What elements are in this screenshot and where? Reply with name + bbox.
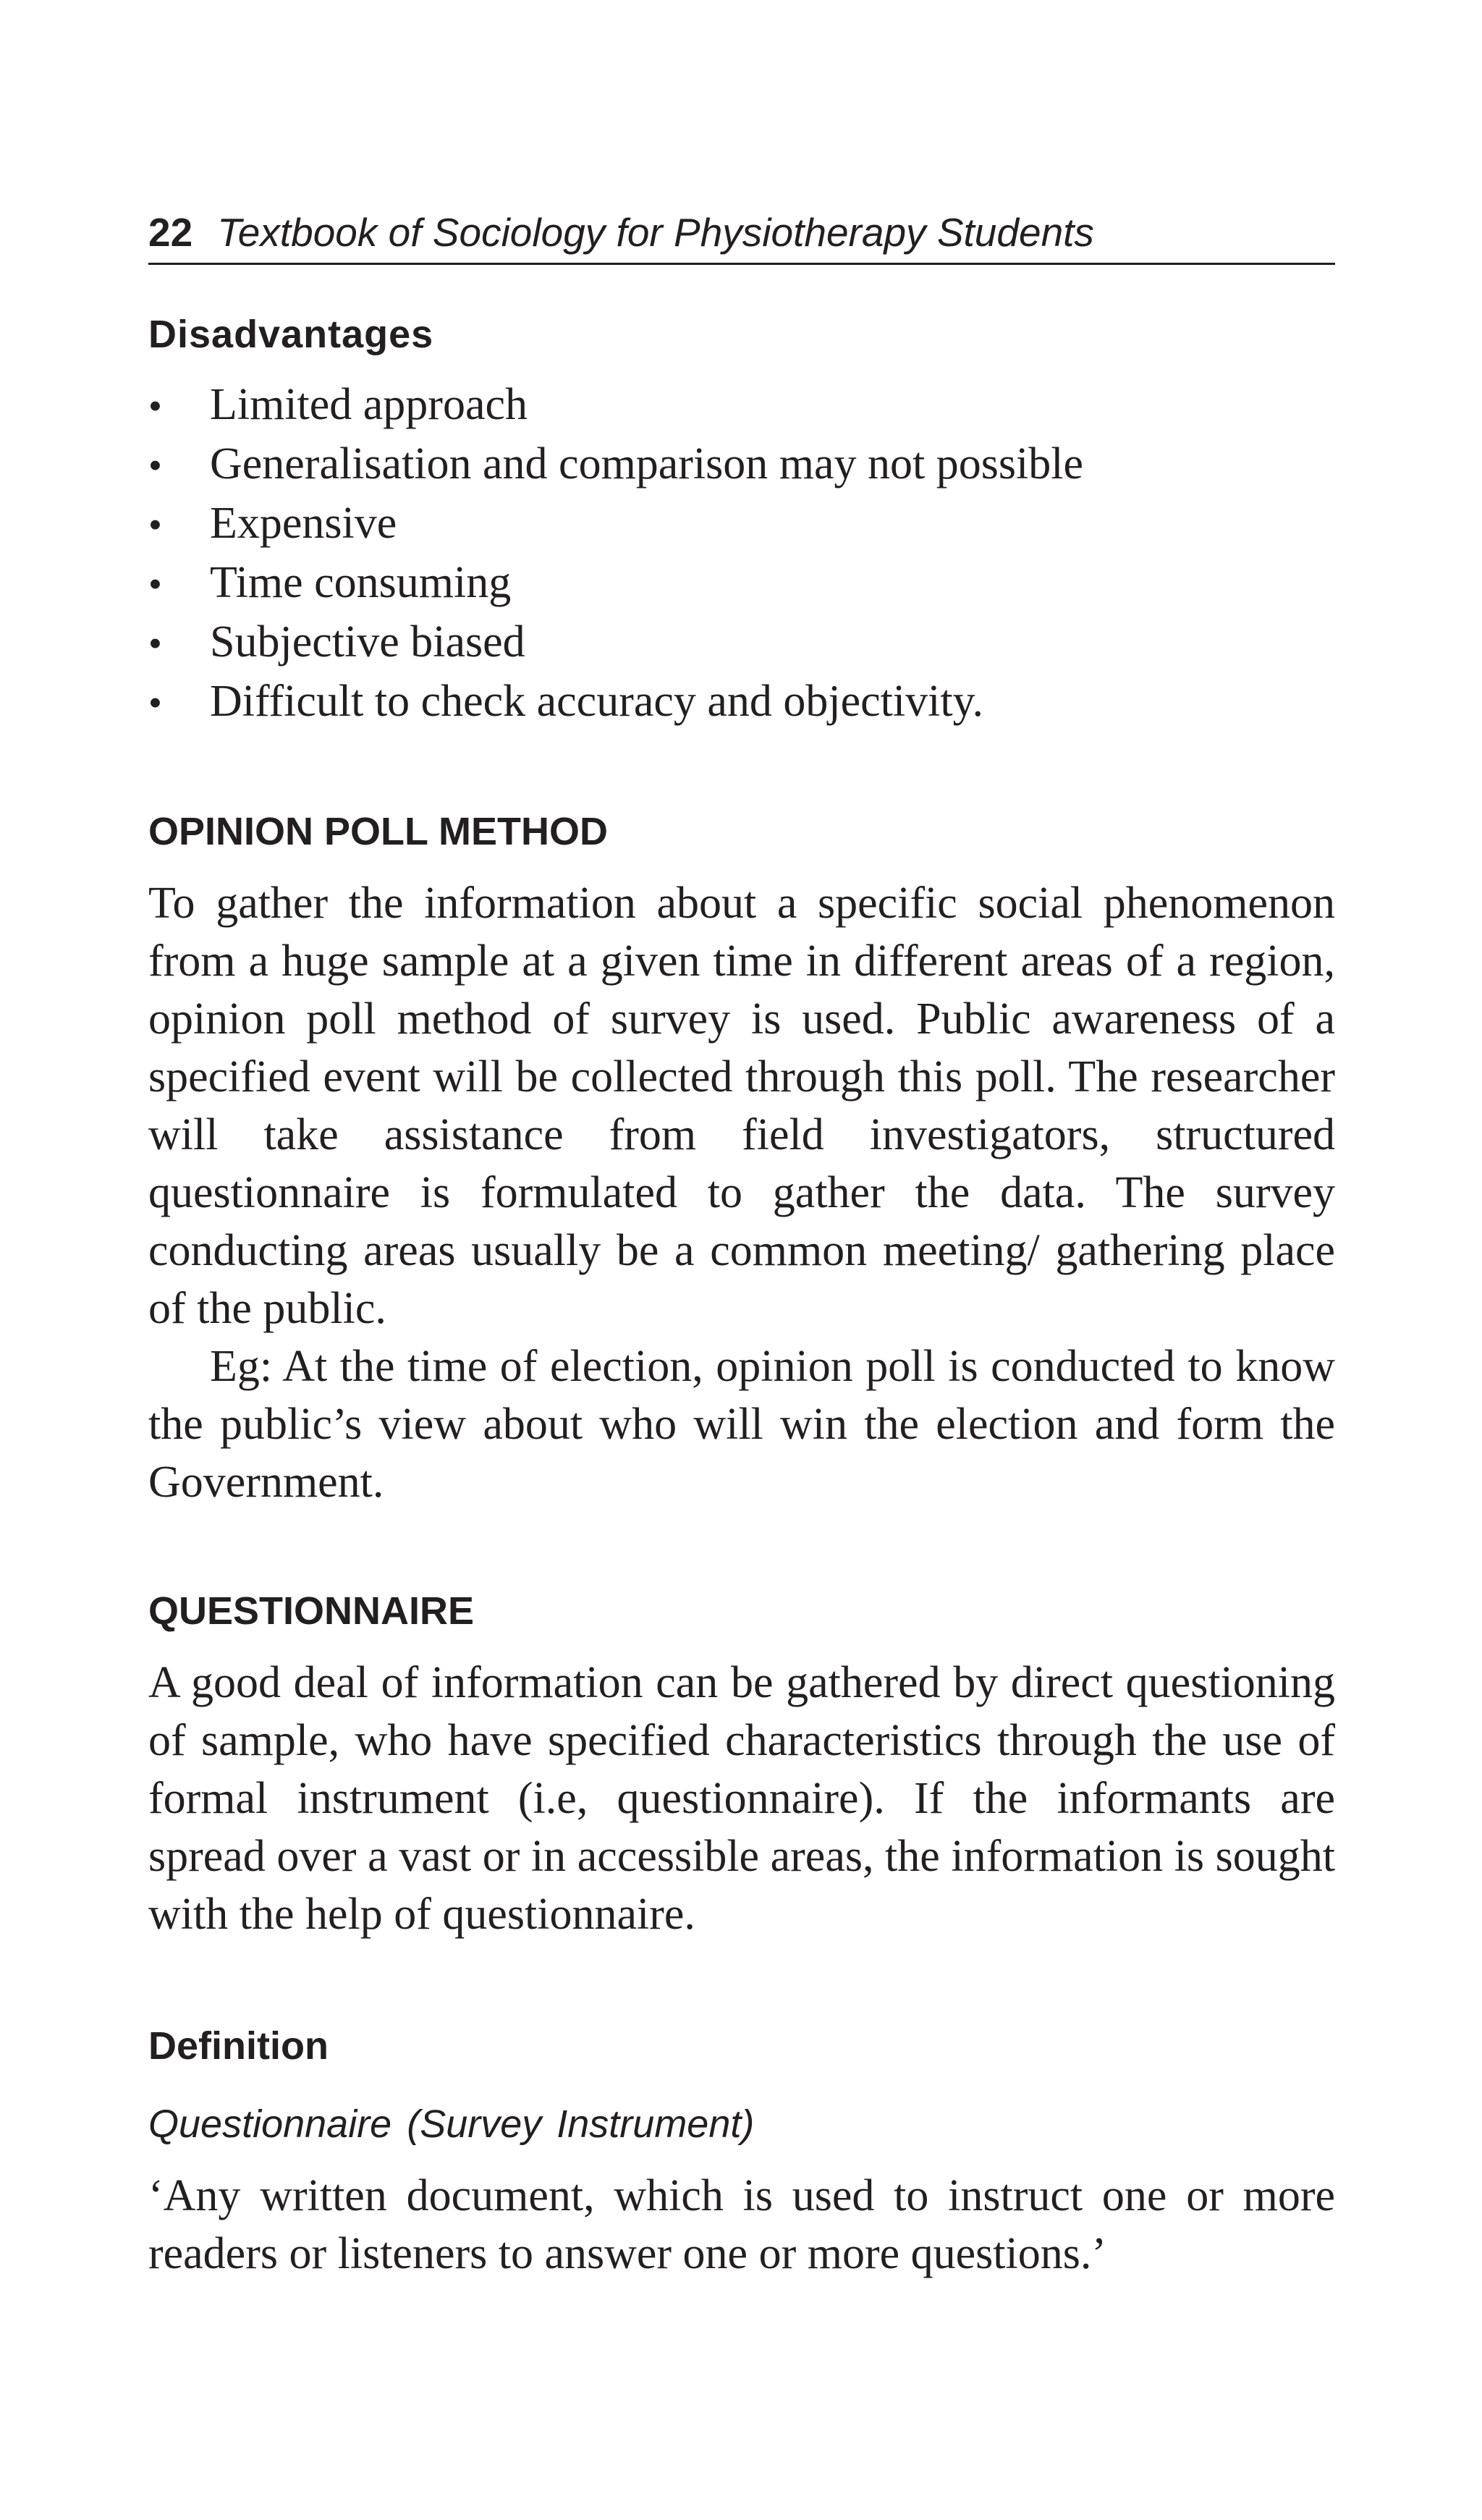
bullet-icon: • <box>148 681 162 725</box>
definition-quote: ‘Any written document, which is used to instruct one or more readers or listeners to answer one or more questions.’ <box>148 2171 1335 2279</box>
running-header <box>148 210 1335 265</box>
list-item <box>148 435 1335 494</box>
list-item-text: Limited approach <box>210 380 528 430</box>
book-title: Textbook of Sociology for Physiotherapy Students <box>217 210 1094 255</box>
opinion-poll-paragraph: To gather the information about a specific social phenomenon from a huge sample at a given time in different areas of a region, opinion poll method of survey is used. Public awareness of a specified event will be collected through this poll. The researcher will take assistance from field investigators, structured questionnaire is formulated to gather the data. The survey conducting areas usually be a common meeting/ gathering place of the public. <box>148 878 1335 1333</box>
list-item-text: Generalisation and comparison may not possible <box>210 439 1084 489</box>
opinion-poll-heading: OPINION POLL METHOD <box>148 810 609 854</box>
bullet-icon: • <box>148 503 162 547</box>
book-page <box>148 210 1335 2283</box>
list-item <box>148 672 1335 732</box>
disadvantages-list <box>148 376 1335 732</box>
list-item-text: Subjective biased <box>210 617 525 667</box>
bullet-icon: • <box>148 622 162 666</box>
questionnaire-heading: QUESTIONNAIRE <box>148 1589 475 1633</box>
questionnaire-paragraph: A good deal of information can be gathered by direct questioning of sample, who have specified characteristics through the use of formal instrument (i.e, questionnaire). If the informants are spread over a vast or in accessible areas, the information is sought with the help of questionnaire. <box>148 1657 1335 1939</box>
page-number: 22 <box>148 210 193 255</box>
list-item <box>148 613 1335 672</box>
opinion-poll-example: Eg: At the time of election, opinion poll is conducted to know the public’s view about who will win the election and form the Government. <box>148 1341 1335 1507</box>
bullet-icon: • <box>148 444 162 488</box>
definition-heading: Definition <box>148 2024 329 2068</box>
list-item-text: Expensive <box>210 499 397 549</box>
bullet-icon: • <box>148 562 162 606</box>
definition-subheading: Questionnaire (Survey Instrument) <box>148 2102 755 2147</box>
list-item-text: Difficult to check accuracy and objectivity. <box>210 677 984 727</box>
list-item <box>148 554 1335 613</box>
disadvantages-heading: Disadvantages <box>148 313 434 357</box>
list-item <box>148 376 1335 435</box>
bullet-icon: • <box>148 384 162 428</box>
list-item <box>148 494 1335 554</box>
list-item-text: Time consuming <box>210 558 512 608</box>
